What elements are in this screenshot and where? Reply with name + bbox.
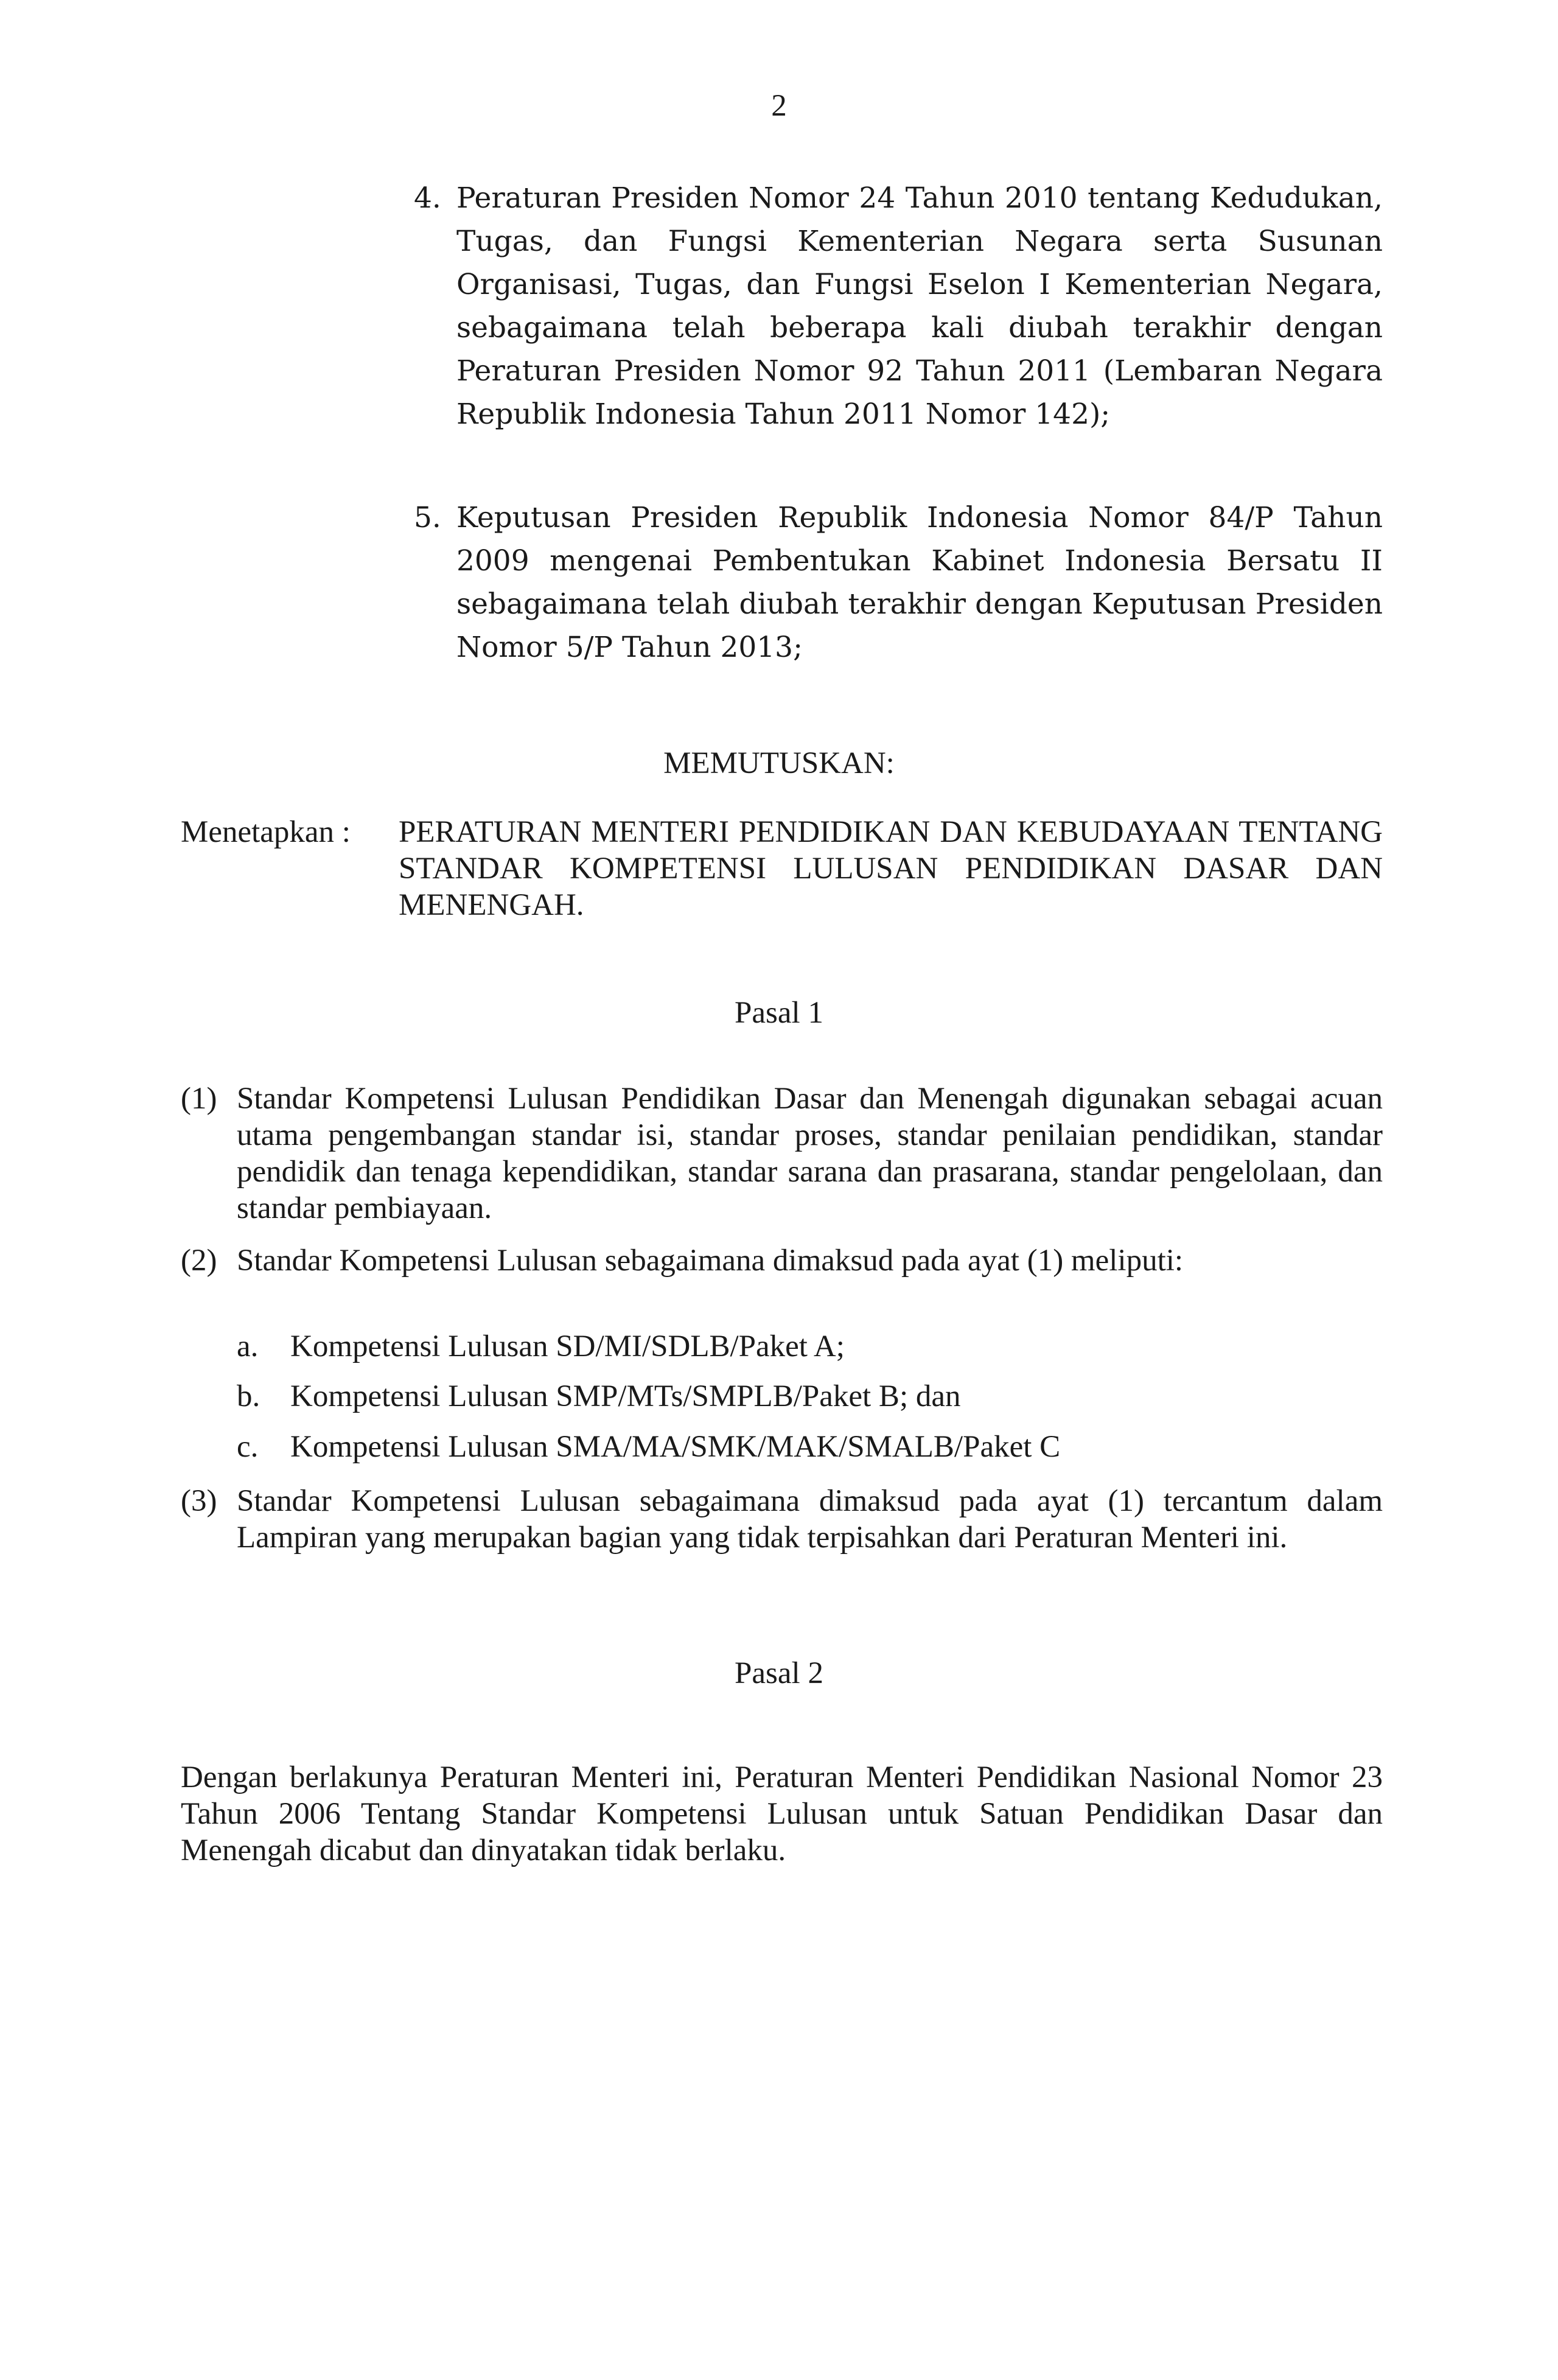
menetapkan-block: [181, 814, 1383, 923]
list-text: Kompetensi Lulusan SD/MI/SDLB/Paket A;: [290, 1329, 845, 1363]
consideration-text: Peraturan Presiden Nomor 24 Tahun 2010 tentang Kedudukan, Tugas, dan Fungsi Kementerian Negara serta Susunan Organisasi, Tugas, dan Fungsi Eselon I Kementerian Negara, sebagaimana telah beberapa kali diubah terakhir dengan Peraturan Presiden Nomor 92 Tahun 2011 (Lembaran Negara Republik Indonesia Tahun 2011 Nomor 142);: [456, 181, 1383, 431]
ayat-text: Standar Kompetensi Lulusan sebagaimana dimaksud pada ayat (1) tercantum dalam Lampiran yang merupakan bagian yang tidak terpisahkan dari Peraturan Menteri ini.: [237, 1484, 1383, 1555]
consideration-text: Keputusan Presiden Republik Indonesia Nomor 84/P Tahun 2009 mengenai Pembentukan Kabinet Indonesia Bersatu II sebagaimana telah diubah terakhir dengan Keputusan Presiden Nomor 5/P Tahun 2013;: [456, 501, 1383, 664]
consideration-item: [414, 177, 1383, 436]
ayat-item: [181, 1242, 1383, 1279]
consideration-item: [414, 496, 1383, 669]
decision-heading: MEMUTUSKAN:: [663, 746, 895, 780]
consideration-number: 5.: [414, 501, 441, 534]
pasal-2-text: Dengan berlakunya Peraturan Menteri ini, Peraturan Menteri Pendidikan Nasional Nomor 23 Tahun 2006 Tentang Standar Kompetensi Lulusan untuk Satuan Pendidikan Dasar dan Menengah dicabut dan dinyatakan tidak berlaku.: [181, 1760, 1383, 1867]
menetapkan-label: Menetapkan :: [181, 815, 351, 849]
regulation-title: PERATURAN MENTERI PENDIDIKAN DAN KEBUDAYAAN TENTANG STANDAR KOMPETENSI LULUSAN PENDIDIKAN DASAR DAN MENENGAH.: [399, 815, 1383, 922]
ayat-item: [181, 1080, 1383, 1227]
ayat-item: [181, 1483, 1383, 1556]
pasal-2-heading: Pasal 2: [735, 1656, 823, 1690]
pasal-1-heading: Pasal 1: [735, 996, 823, 1030]
list-text: Kompetensi Lulusan SMA/MA/SMK/MAK/SMALB/Paket C: [290, 1430, 1061, 1464]
ayat-text: Standar Kompetensi Lulusan sebagaimana dimaksud pada ayat (1) meliputi:: [237, 1244, 1184, 1278]
page-number: 2: [771, 89, 787, 123]
list-letter: b.: [237, 1379, 260, 1413]
ayat-text: Standar Kompetensi Lulusan Pendidikan Dasar dan Menengah digunakan sebagai acuan utama pengembangan standar isi, standar proses, standar penilaian pendidikan, standar pendidik dan tenaga kependidikan, standar sarana dan prasarana, standar pengelolaan, dan standar pembiayaan.: [237, 1082, 1383, 1225]
consideration-number: 4.: [414, 181, 441, 215]
ayat-number: (2): [181, 1244, 217, 1278]
list-letter: a.: [237, 1329, 259, 1363]
list-text: Kompetensi Lulusan SMP/MTs/SMPLB/Paket B; dan: [290, 1379, 961, 1413]
ayat-list-item: [237, 1328, 845, 1365]
ayat-number: (3): [181, 1484, 217, 1518]
ayat-number: (1): [181, 1082, 217, 1116]
ayat-list-item: [237, 1378, 961, 1415]
list-letter: c.: [237, 1430, 259, 1464]
ayat-list-item: [237, 1429, 1060, 1465]
